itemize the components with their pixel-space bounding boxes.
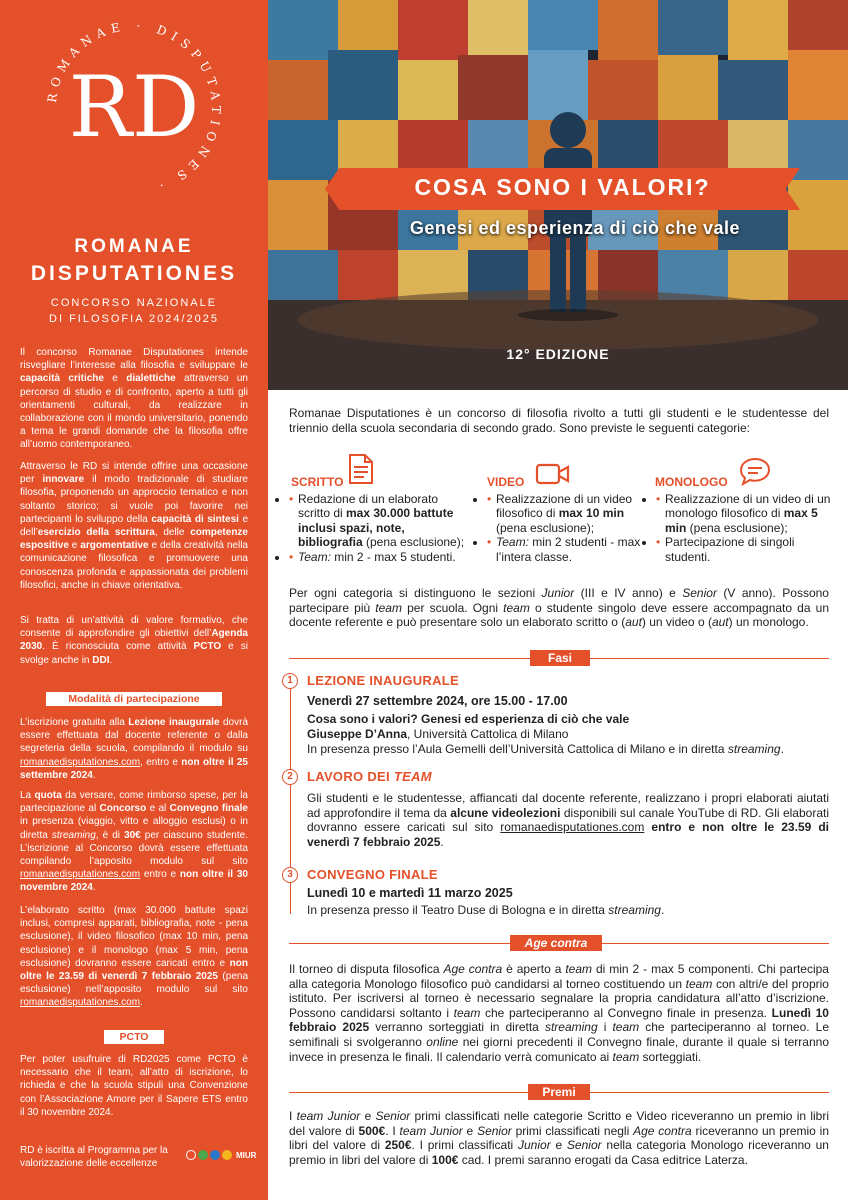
title-disputationes: DISPUTATIONES bbox=[30, 262, 238, 285]
monologo-list bbox=[656, 492, 831, 564]
step-1-date: Venerdì 27 settembre 2024, ore 15.00 - 17.00 bbox=[307, 694, 568, 708]
hero-subtitle: Genesi ed esperienza di ciò che vale bbox=[409, 218, 741, 238]
subtitle-1: CONCORSO NAZIONALE bbox=[50, 297, 218, 309]
video-list bbox=[487, 492, 647, 564]
speech-bubble-icon bbox=[738, 456, 772, 488]
category-video-title: VIDEO bbox=[487, 475, 525, 489]
category-scritto-title: SCRITTO bbox=[291, 475, 344, 489]
list-item: • • Redazione di un elaborato scritto di max 30.000 battute inclusi spazi, note, bibliografia (pena esclusione); bbox=[289, 492, 471, 550]
pill-modalita: Modalità di partecipazione bbox=[46, 692, 222, 706]
hero-title: COSA SONO I VALORI? bbox=[414, 174, 711, 200]
step-2-text: Gli studenti e le studentesse, affiancati dal docente referente, realizzano i propri elaborati aiutati ad approfondire il tema da alcune videolezioni disponibili sul canale YouTube di RD. Gli elaborati dovranno essere caricati sul sito romanaedisputationes.com entro e non oltre le 23.59 di venerdì 7 febbraio 2025. bbox=[307, 791, 830, 849]
title-romanae: ROMANAE bbox=[74, 236, 194, 257]
step-number-1: 1 bbox=[282, 673, 298, 689]
video-camera-icon bbox=[535, 462, 571, 486]
age-contra-text: Il torneo di disputa filosofica Age contra è aperto a team di min 2 - max 5 componenti. Chi partecipa alla categoria Monologo filosofico può candidarsi al torneo costituendo un team con altri/e del proprio istituto. Per iscriversi al torneo è necessario segnalare la propria candidatura all’atto d’iscrizione. Possono candidarsi soltanto i team che parteciperanno al Convegno finale in presenza. Lunedì 10 febbraio 2025 verranno sorteggiati in diretta streaming i team che parteciperanno al torneo. Le semifinali si svolgeranno online nei giorni precedenti il Convegno finale, durante il quale si terranno invece in presenza le finali. Il calendario verrà comunicato ai team sorteggiati. bbox=[289, 962, 830, 1064]
list-item: • • Realizzazione di un video di un monologo filosofico di max 5 min (pena esclusione); bbox=[656, 492, 831, 535]
intro-paragraph-2: Attraverso le RD si intende offrire una occasione per innovare il modo tradizionale di studiare filosofia, proponendo un approccio tematico e non soltanto storico; si vuole poi favorire nei partecipanti lo sviluppo della capacità di sintesi e dell’esercizio della scrittura, delle competenze espositive e argomentative e della creatività nella comunicazione filosofica e promuovere una conoscenza profonda e appassionata dei problemi filosofici, anche in chiave orientativa. bbox=[20, 461, 249, 591]
footer-note: RD è iscritta al Programma per la valorizzazione delle eccellenze bbox=[20, 1145, 168, 1170]
list-item: • • Team: min 2 - max 5 studenti. bbox=[289, 550, 471, 564]
premi-text: I team Junior e Senior primi classificati nelle categorie Scritto e Video riceveranno un premio in libri del valore di 500€. I team Junior e Senior primi classificati negli Age contra riceveranno un premio in libri del valore di 250€. I primi classificati Junior e Senior nella categoria Monologo riceveranno un premio in libri del valore di 100€ cad. I premi saranno erogati da Casa editrice Laterza. bbox=[289, 1109, 830, 1167]
list-item: • • Partecipazione di singoli studenti. bbox=[656, 535, 831, 564]
modalita-paragraph-2: La quota da versare, come rimborso spese, per la partecipazione al Concorso e al Convegno finale in presenza (viaggio, vitto e alloggio esclusi) o in diretta streaming, è di 30€ per ciascuno studente. L’iscrizione al Concorso dovrà essere effettuata compilando l’apposito modulo sul sito romanaedisputationes.com entro e non oltre il 30 novembre 2024. bbox=[20, 790, 248, 894]
pill-pcto: PCTO bbox=[104, 1030, 164, 1044]
list-item: • • Team: min 2 studenti - max l’intera classe. bbox=[487, 535, 647, 564]
step-3-place: In presenza presso il Teatro Duse di Bologna e in diretta streaming. bbox=[307, 903, 665, 917]
list-item: • • Realizzazione di un video filosofico di max 10 min (pena esclusione); bbox=[487, 492, 647, 535]
intro-paragraph-3: Si tratta di un’attività di valore formativo, che consente di approfondire gli obiettivi dell’Agenda 2030. È riconosciuta come attività PCTO e si svolge anche in DDI. bbox=[20, 615, 248, 666]
step-3-date: Lunedì 10 e martedì 11 marzo 2025 bbox=[307, 886, 513, 900]
intro-paragraph-1: Il concorso Romanae Disputationes intende risvegliare l’interesse alla filosofia e sviluppare le capacità critiche e dialettiche attraverso un percorso di studio e di confronto, aperto a tutti gli orientamenti culturali, da realizzare in collaborazione con il mondo universitario, ponendo a tema le grandi domande che la filosofia offre all’uomo contemporaneo. bbox=[20, 347, 248, 451]
modalita-paragraph-1: L’iscrizione gratuita alla Lezione inaugurale dovrà essere effettuata dal docente referente o dalla segreteria della scuola, compilando il modulo su romanaedisputationes.com, entro e non oltre il 25 settembre 2024. bbox=[20, 717, 248, 781]
step-1-place: In presenza presso l’Aula Gemelli dell’Università Cattolica di Milano e in diretta streaming. bbox=[307, 742, 784, 756]
step-number-2: 2 bbox=[282, 769, 298, 785]
step-2-title: LAVORO DEI TEAM bbox=[307, 769, 432, 784]
svg-text:RD: RD bbox=[68, 58, 200, 156]
miur-logo: MIUR bbox=[186, 1150, 256, 1160]
fasi-label: Fasi bbox=[530, 650, 590, 666]
step-number-3: 3 bbox=[282, 867, 298, 883]
step-1-speaker: Giuseppe D’Anna, Università Cattolica di Milano bbox=[307, 727, 569, 741]
svg-text:ROMANAE · DISPUTATIONES ·: ROMANAE · DISPUTATIONES · bbox=[44, 18, 224, 195]
age-contra-label: Age contra bbox=[510, 935, 602, 951]
modalita-paragraph-3: L’elaborato scritto (max 30.000 battute spazi inclusi, compresi apparati, bibliografia, note - pena esclusione), il video filosofico (max 10 min, pena esclusione) e il monologo (max 5 min, pena esclusione) dovranno essere caricati entro e non oltre le 23.59 di venerdì 7 febbraio 2025 (pena esclusione) nell’apposito modulo sul sito romanaedisputationes.com. bbox=[20, 905, 249, 1009]
document-icon bbox=[348, 453, 374, 485]
site-link[interactable]: romanaedisputationes.com bbox=[20, 869, 141, 881]
sidebar bbox=[0, 0, 268, 1200]
category-monologo-title: MONOLOGO bbox=[655, 475, 728, 489]
scritto-list bbox=[289, 492, 471, 564]
step-1-title: LEZIONE INAUGURALE bbox=[307, 673, 460, 688]
premi-label: Premi bbox=[528, 1084, 590, 1100]
site-link[interactable]: romanaedisputationes.com bbox=[20, 756, 141, 768]
edition-label: 12° EDIZIONE bbox=[506, 346, 610, 362]
subtitle-2: DI FILOSOFIA 2024/2025 bbox=[49, 313, 219, 325]
site-link[interactable]: romanaedisputationes.com bbox=[500, 820, 645, 835]
pcto-paragraph: Per poter usufruire di RD2025 come PCTO è necessario che il team, all’atto di iscrizione, lo richieda e che la scuola stipuli una Convenzione con l’Associazione Amore per il Sapere ETS entro il 30 novembre 2024. bbox=[20, 1054, 248, 1118]
step-3-title: CONVEGNO FINALE bbox=[307, 867, 438, 882]
site-link[interactable]: romanaedisputationes.com bbox=[20, 997, 141, 1009]
sections-text: Per ogni categoria si distinguono le sezioni Junior (III e IV anno) e Senior (V anno). Possono partecipare più team per scuola. Ogni team o studente singolo deve essere accompagnato da un docente referente e può presentare solo un elaborato scritto o (aut) un video o (aut) un monologo. bbox=[289, 586, 829, 630]
step-1-talk: Cosa sono i valori? Genesi ed esperienza di ciò che vale bbox=[307, 712, 630, 726]
intro-text: Romanae Disputationes è un concorso di filosofia rivolto a tutti gli studenti e le studentesse del triennio della scuola secondaria di secondo grado. Sono previste le seguenti categorie: bbox=[289, 406, 829, 435]
rd-logo bbox=[34, 8, 234, 208]
